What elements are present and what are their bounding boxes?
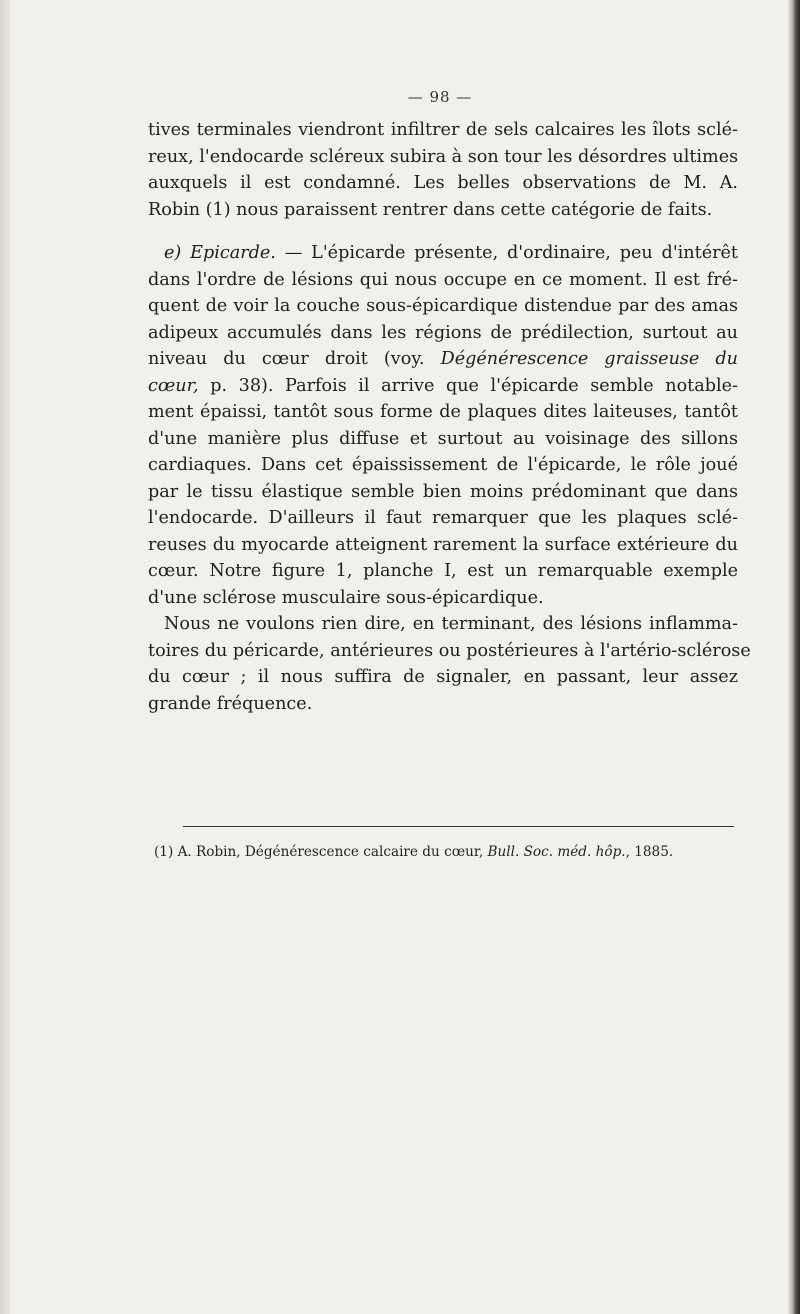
paragraph-3 (148, 611, 751, 717)
text-line: reuses du myocarde atteignent rarement la surface extérieure du (148, 534, 738, 555)
footnote-journal: Bull. Soc. méd. hôp. (487, 844, 626, 860)
footnote-divider (183, 826, 734, 827)
footnote-text: (1) A. Robin, Dégénérescence calcaire du cœur, (154, 844, 488, 860)
text-line (148, 240, 738, 267)
italic-reference: cœur, (148, 375, 199, 396)
text-line: adipeux accumulés dans les régions de prédilection, surtout au (148, 322, 738, 343)
paragraph-1 (148, 117, 738, 223)
footnote (154, 843, 744, 861)
page-left-edge (0, 0, 10, 1314)
text-line: Nous ne voulons rien dire, en terminant, des lésions inflamma- (164, 614, 738, 634)
text-line: toires du péricarde, antérieures ou postérieures à l'artério-sclérose (148, 640, 751, 661)
text-line: auxquels il est condamné. Les belles observations de M. A. (148, 173, 738, 193)
text-line: cardiaques. Dans cet épaississement de l'épicarde, le rôle joué (148, 455, 738, 475)
page-binding-edge (788, 0, 800, 1314)
body-text (148, 117, 751, 717)
text-line: Robin (1) nous paraissent rentrer dans cette catégorie de faits. (148, 199, 713, 220)
text-line (148, 346, 738, 373)
text-segment: niveau du cœur droit (voy. (148, 349, 441, 369)
paragraph-2 (148, 240, 738, 611)
text-line: reux, l'endocarde scléreux subira à son tour les désordres ultimes (148, 146, 739, 167)
text-line: cœur. Notre figure 1, planche I, est un remarquable exemple (148, 561, 738, 581)
footnote-year: , 1885. (625, 844, 674, 860)
text-segment: p. 38). Parfois il arrive que l'épicarde semble notable- (198, 375, 738, 396)
section-heading: e) Epicarde. (164, 243, 276, 263)
text-line: tives terminales viendront infiltrer de sels calcaires les îlots sclé- (148, 120, 738, 140)
text-line: quent de voir la couche sous-épicardique distendue par des amas (148, 296, 738, 316)
text-line: d'une manière plus diffuse et surtout au voisinage des sillons (148, 428, 738, 449)
text-line (148, 373, 738, 400)
text-line: ment épaissi, tantôt sous forme de plaques dites laiteuses, tantôt (148, 402, 738, 422)
text-line: par le tissu élastique semble bien moins prédominant que dans (148, 481, 738, 502)
text-line: d'une sclérose musculaire sous-épicardique. (148, 587, 544, 608)
page-number: — 98 — (407, 88, 473, 106)
text-segment: — L'épicarde présente, d'ordinaire, peu d'intérêt (275, 243, 738, 263)
text-line: l'endocarde. D'ailleurs il faut remarquer que les plaques sclé- (148, 508, 738, 528)
italic-reference: Dégénérescence graisseuse du (440, 349, 738, 369)
text-line: grande fréquence. (148, 693, 313, 714)
text-line: du cœur ; il nous suffira de signaler, en passant, leur assez (148, 667, 738, 687)
text-line: dans l'ordre de lésions qui nous occupe en ce moment. Il est fré- (148, 269, 738, 290)
